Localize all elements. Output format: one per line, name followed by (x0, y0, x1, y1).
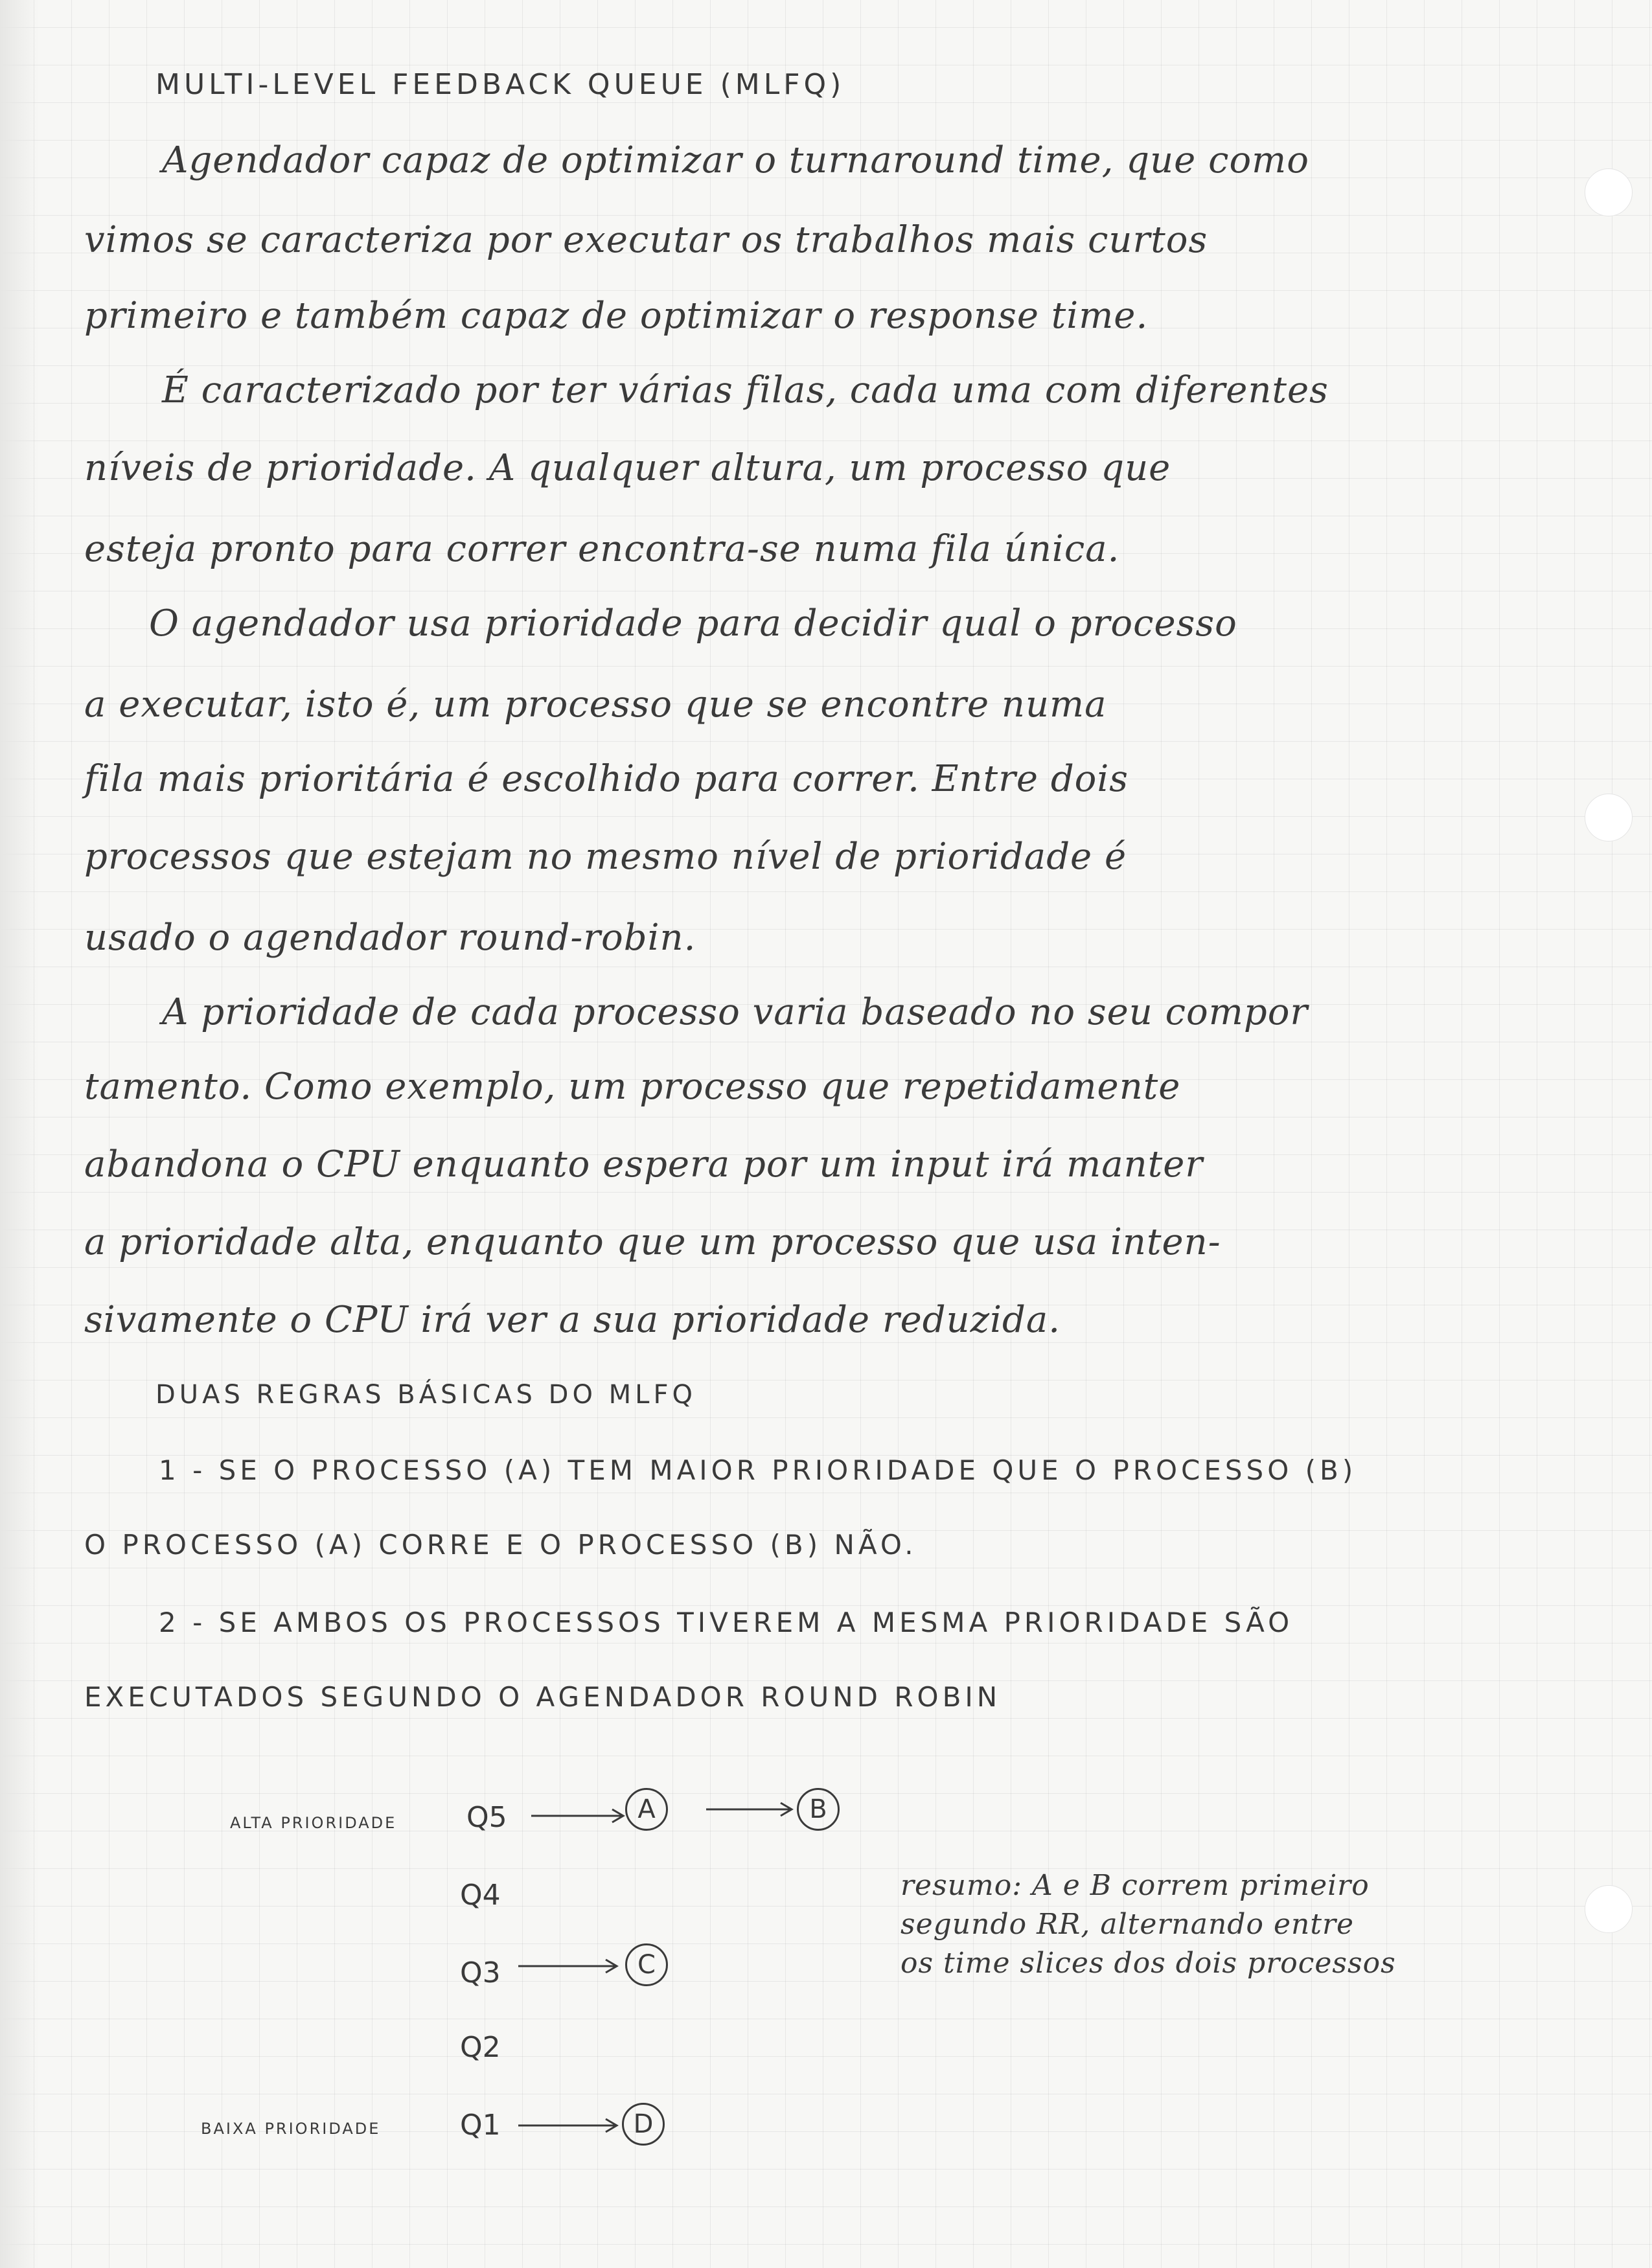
summary-line: os time slices dos dois processos (901, 1947, 1396, 1980)
binder-hole-middle (1585, 794, 1633, 842)
low-priority-label: BAIXA PRIORIDADE (201, 2120, 381, 2138)
rule-line: O PROCESSO (A) CORRE E O PROCESSO (B) NÃO. (84, 1529, 917, 1561)
binder-hole-top (1585, 168, 1633, 216)
text-line: abandona o CPU enquanto espera por um input irá manter (84, 1143, 1204, 1186)
text-line: a prioridade alta, enquanto que um processo que usa inten- (84, 1221, 1221, 1263)
text-line: processos que estejam no mesmo nível de prioridade é (84, 836, 1127, 878)
queue-q5: Q5 (466, 1801, 507, 1834)
queue-q2: Q2 (460, 2031, 501, 2064)
text-line: A prioridade de cada processo varia baseado no seu compor (162, 991, 1309, 1033)
text-line: vimos se caracteriza por executar os trabalhos mais curtos (84, 219, 1208, 261)
rules-heading: DUAS REGRAS BÁSICAS DO MLFQ (155, 1380, 696, 1410)
rule-line: 1 - SE O PROCESSO (A) TEM MAIOR PRIORIDADE QUE O PROCESSO (B) (159, 1454, 1357, 1486)
process-node-d: D (622, 2103, 665, 2146)
arrow-q1-to-d-icon (518, 2116, 622, 2135)
text-line: É caracterizado por ter várias filas, cada uma com diferentes (162, 369, 1329, 411)
process-node-c: C (625, 1943, 668, 1986)
text-line: usado o agendador round-robin. (84, 917, 696, 959)
rule-line: EXECUTADOS SEGUNDO O AGENDADOR ROUND ROBIN (84, 1681, 1002, 1713)
text-line: sivamente o CPU irá ver a sua prioridade reduzida. (84, 1299, 1061, 1341)
arrow-q5-to-a-icon (531, 1806, 628, 1826)
text-line: a executar, isto é, um processo que se encontre numa (84, 683, 1107, 726)
binder-hole-bottom (1585, 1885, 1633, 1933)
arrow-q3-to-c-icon (518, 1956, 622, 1976)
text-line: fila mais prioritária é escolhido para correr. Entre dois (84, 758, 1129, 800)
queue-q3: Q3 (460, 1956, 501, 1989)
text-line: primeiro e também capaz de optimizar o response time. (84, 295, 1149, 337)
text-line: O agendador usa prioridade para decidir qual o processo (149, 602, 1237, 645)
process-node-a: A (625, 1788, 668, 1831)
text-line: níveis de prioridade. A qualquer altura, um processo que (84, 447, 1171, 489)
summary-line: resumo: A e B correm primeiro (901, 1869, 1370, 1902)
queue-q1: Q1 (460, 2109, 501, 2142)
queue-q4: Q4 (460, 1879, 501, 1912)
summary-line: segundo RR, alternando entre (901, 1908, 1355, 1941)
rule-line: 2 - SE AMBOS OS PROCESSOS TIVEREM A MESMA PRIORIDADE SÃO (159, 1607, 1294, 1638)
text-line: tamento. Como exemplo, um processo que repetidamente (84, 1066, 1181, 1108)
page-title: MULTI-LEVEL FEEDBACK QUEUE (MLFQ) (155, 68, 845, 101)
text-line: Agendador capaz de optimizar o turnaround time, que como (162, 139, 1309, 181)
text-line: esteja pronto para correr encontra-se numa fila única. (84, 528, 1120, 570)
process-node-b: B (797, 1788, 840, 1831)
arrow-a-to-b-icon (706, 1800, 797, 1819)
high-priority-label: ALTA PRIORIDADE (230, 1814, 397, 1832)
page-edge-shadow (0, 0, 39, 2268)
